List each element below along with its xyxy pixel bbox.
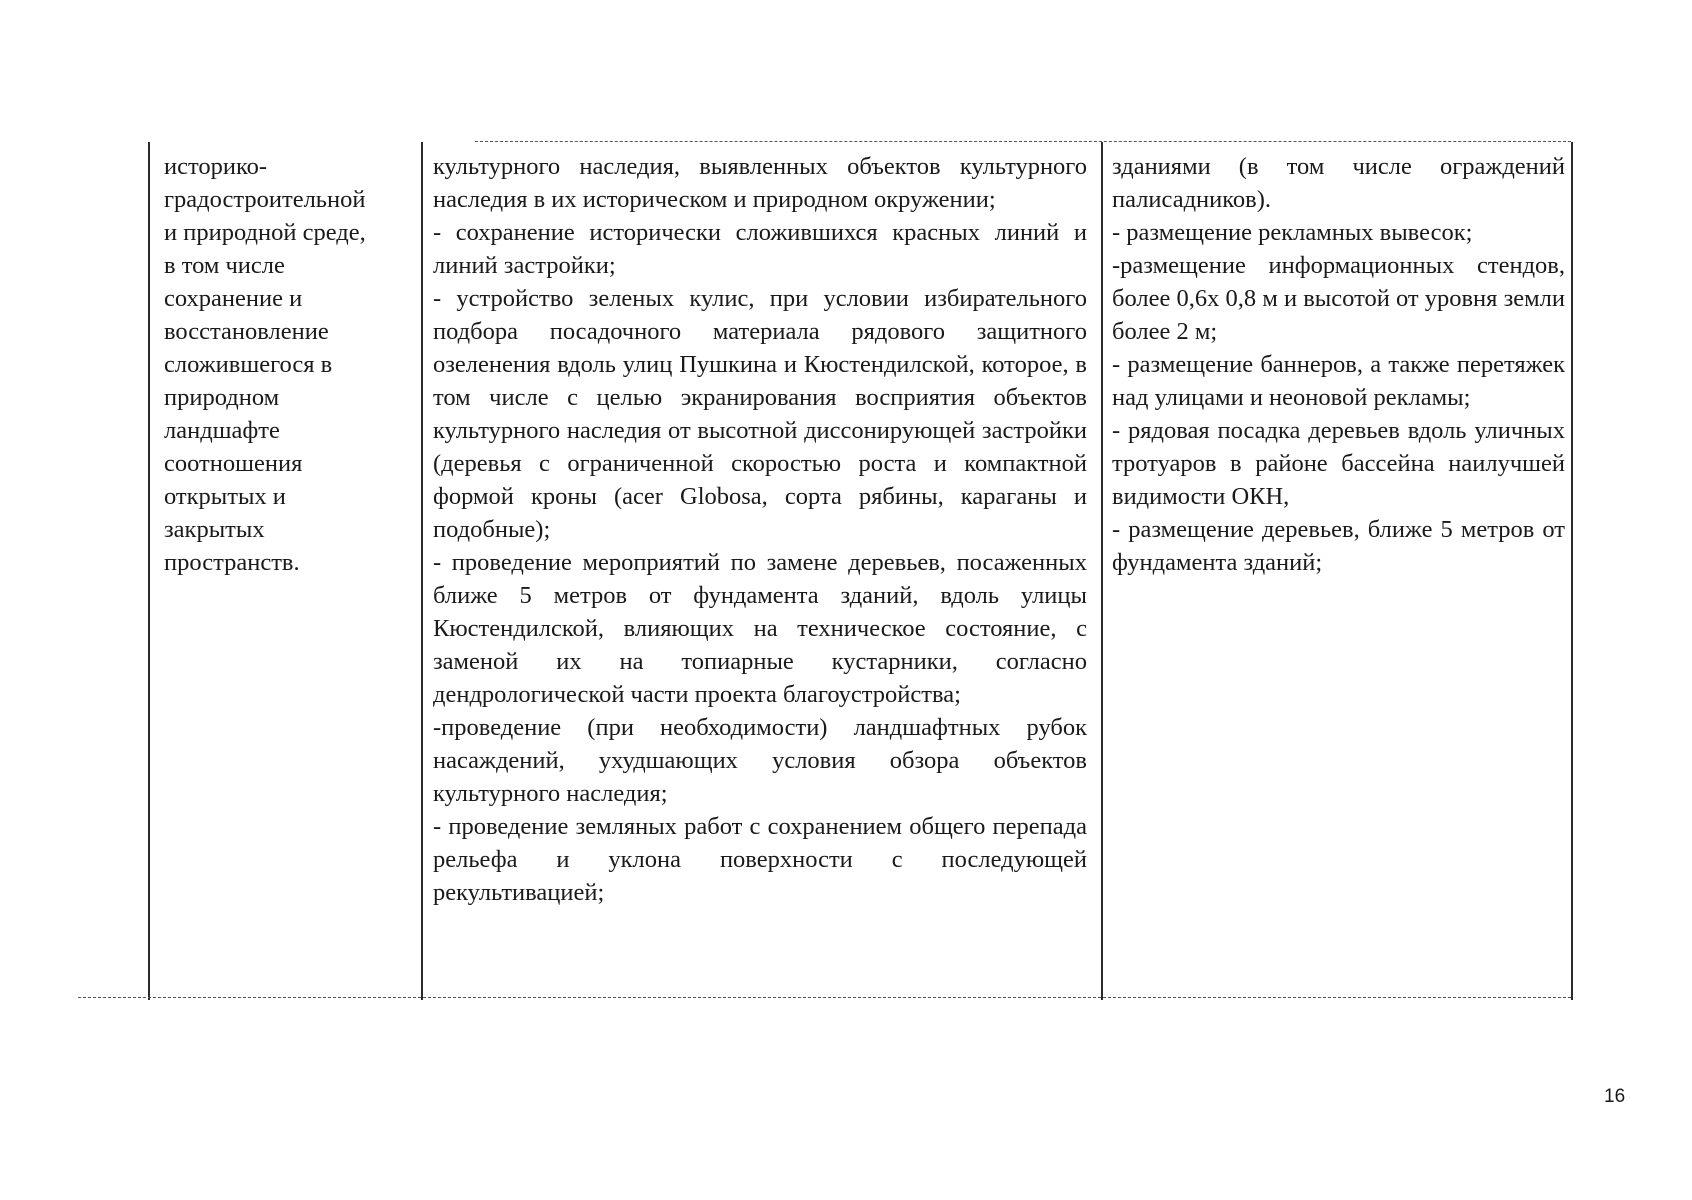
col1-line: сложившегося в	[164, 351, 333, 378]
table-border-bottom	[78, 997, 1571, 999]
table-cell-col2	[433, 150, 1087, 909]
col1-line: историко-	[164, 153, 268, 180]
table-cell-col3	[1112, 150, 1565, 579]
col2-paragraph: культурного наследия, выявленных объектов культурного наследия в их историческом и природном окружении;	[433, 153, 1087, 213]
page-number: 16	[1604, 1086, 1626, 1107]
col1-line: природном	[164, 384, 280, 411]
col2-paragraph: - сохранение исторически сложившихся красных линий и линий застройки;	[433, 219, 1087, 279]
col1-line: в том числе	[164, 252, 285, 279]
col3-paragraph: - размещение баннеров, а также перетяжек над улицами и неоновой рекламы;	[1112, 351, 1565, 411]
col2-paragraph: - проведение земляных работ с сохранением общего перепада рельефа и уклона поверхности с последующей рекультивацией;	[433, 813, 1087, 906]
col1-line: соотношения	[164, 450, 303, 477]
col3-paragraph: - рядовая посадка деревьев вдоль уличных тротуаров в районе бассейна наилучшей видимости ОКН,	[1112, 417, 1565, 510]
table-border-left	[148, 142, 150, 1000]
col1-line: сохранение и	[164, 285, 303, 312]
table-border-right	[1571, 142, 1573, 1000]
col3-paragraph: - размещение деревьев, ближе 5 метров от фундамента зданий;	[1112, 516, 1565, 576]
col2-paragraph: - устройство зеленых кулис, при условии избирательного подбора посадочного материала рядового защитного озеленения вдоль улиц Пушкина и Кюстендилской, которое, в том числе с целью экранирования восприятия объектов культурного наследия от высотной диссонирующей застройки (деревья с ограниченной скоростью роста и компактной формой кроны (acer Globosa, сорта рябины, караганы и подобные);	[433, 285, 1087, 543]
table-border-top	[475, 141, 1571, 143]
table-cell-col1	[164, 150, 404, 579]
col1-line: восстановление	[164, 318, 329, 345]
col1-line: и природной среде,	[164, 219, 366, 246]
col1-line: открытых и	[164, 483, 286, 510]
col3-paragraph: - размещение рекламных вывесок;	[1112, 219, 1473, 246]
table-border-col2	[421, 142, 423, 1000]
col3-paragraph: зданиями (в том числе ограждений палисадников).	[1112, 153, 1565, 213]
col1-line: пространств.	[164, 549, 300, 576]
col1-line: градостроительной	[164, 186, 366, 213]
col1-line: закрытых	[164, 516, 265, 543]
col3-paragraph: -размещение информационных стендов, более 0,6х 0,8 м и высотой от уровня земли более 2 м;	[1112, 252, 1565, 345]
col1-line: ландшафте	[164, 417, 280, 444]
table-border-col3	[1101, 142, 1103, 1000]
col2-paragraph: - проведение мероприятий по замене деревьев, посаженных ближе 5 метров от фундамента зданий, вдоль улицы Кюстендилской, влияющих на техническое состояние, с заменой их на топиарные кустарники, согласно дендрологической части проекта благоустройства;	[433, 549, 1087, 708]
col2-paragraph: -проведение (при необходимости) ландшафтных рубок насаждений, ухудшающих условия обзора объектов культурного наследия;	[433, 714, 1087, 807]
